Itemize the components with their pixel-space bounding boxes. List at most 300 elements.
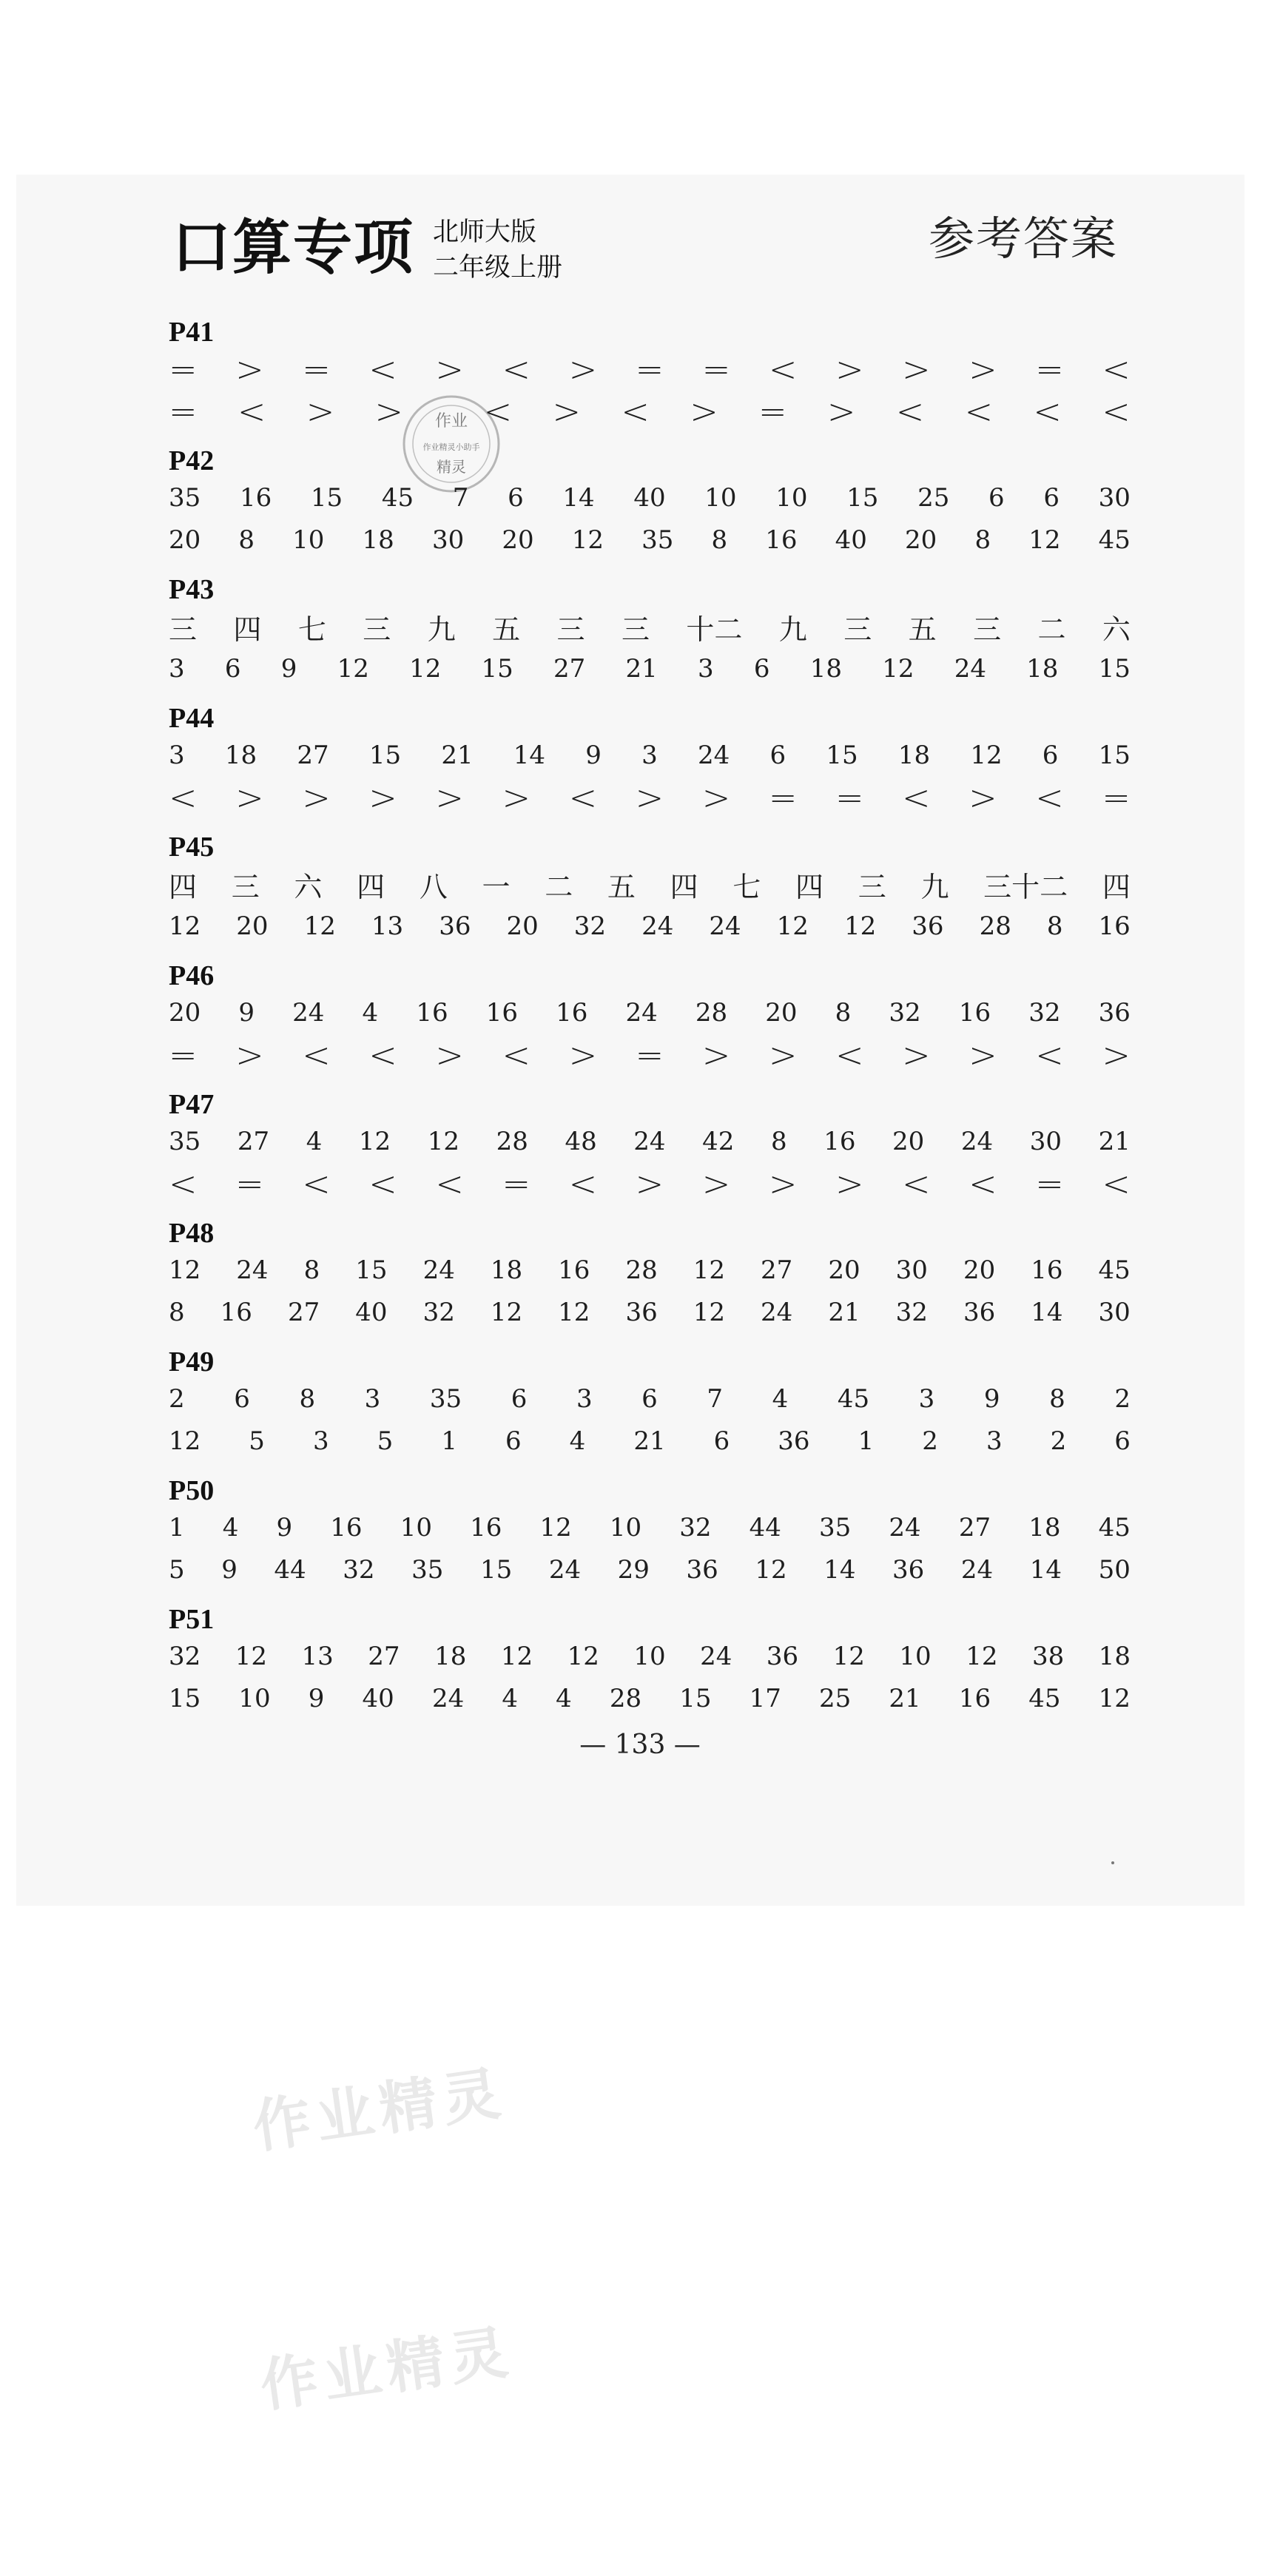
answer-cell: 10 <box>633 1642 666 1671</box>
answer-cell: 36 <box>439 911 471 941</box>
answer-cell: 30 <box>1098 1298 1131 1327</box>
answer-cell: 8 <box>711 525 728 555</box>
answer-cell: 五 <box>607 870 636 903</box>
answer-cell: 8 <box>770 1127 787 1156</box>
answer-cell: > <box>701 778 731 817</box>
answer-cell: 12 <box>1028 525 1061 555</box>
answer-cell: 48 <box>565 1127 597 1156</box>
answer-cell: 3 <box>169 654 185 684</box>
answer-cell: 21 <box>625 654 658 684</box>
answer-cell: 12 <box>843 911 877 941</box>
answer-cell: 24 <box>236 1255 269 1285</box>
answer-cell: 十二 <box>686 613 743 646</box>
answer-cell: 16 <box>220 1298 252 1327</box>
answer-cell: 21 <box>441 741 474 770</box>
answer-cell: 20 <box>963 1255 996 1285</box>
answer-cell: 九 <box>920 870 949 903</box>
answer-cell: 6 <box>234 1384 250 1414</box>
answer-cell: 30 <box>1029 1127 1062 1156</box>
answer-cell: 16 <box>1098 911 1131 941</box>
answer-cell: < <box>1035 1035 1064 1075</box>
watermark-upper: 作业精灵 <box>249 2060 511 2162</box>
page-title: 参考答案 <box>929 212 1119 266</box>
answer-row <box>169 479 1131 516</box>
answer-cell: 4 <box>556 1684 572 1713</box>
answer-cell: 32 <box>895 1298 928 1327</box>
answer-cell: > <box>435 1035 464 1075</box>
answer-cell: > <box>690 391 718 431</box>
answer-cell: 2 <box>1114 1384 1131 1414</box>
answer-cell: 35 <box>169 483 201 513</box>
answer-cell: 30 <box>895 1255 928 1285</box>
answer-cell: 24 <box>633 1127 666 1156</box>
answer-cell: 28 <box>695 998 728 1028</box>
answer-cell: 12 <box>169 1426 201 1456</box>
answer-cell: 12 <box>567 1642 599 1671</box>
answer-cell: 18 <box>434 1642 467 1671</box>
answer-cell: > <box>568 1035 598 1075</box>
answer-cell: 7 <box>452 483 469 513</box>
answer-cell: 24 <box>431 1684 465 1713</box>
answer-cell: 15 <box>826 741 858 770</box>
answer-cell: 三 <box>621 613 650 646</box>
answer-cell: 3 <box>169 741 185 770</box>
answer-cell: 四 <box>670 870 698 903</box>
answer-cell: < <box>483 391 513 431</box>
answer-cell: 12 <box>693 1255 726 1285</box>
answer-cell: 24 <box>641 911 674 941</box>
answer-cell: 12 <box>500 1642 533 1671</box>
section-label: P50 <box>169 1475 215 1506</box>
answer-cell: 24 <box>292 998 325 1028</box>
answer-cell: 8 <box>169 1298 185 1327</box>
answer-cell: 21 <box>1098 1127 1131 1156</box>
answer-cell: 36 <box>963 1298 996 1327</box>
answer-cell: > <box>306 391 335 431</box>
answer-cell: 8 <box>1049 1384 1065 1414</box>
answer-row <box>169 1509 1131 1546</box>
answer-cell: 21 <box>889 1684 921 1713</box>
answer-cell: 28 <box>625 1255 658 1285</box>
answer-cell: 40 <box>355 1298 388 1327</box>
answer-cell: > <box>435 778 464 817</box>
answer-cell: 一 <box>482 870 511 903</box>
answer-cell: 15 <box>368 741 402 770</box>
answer-cell: < <box>768 349 798 389</box>
answer-cell: 35 <box>429 1384 462 1414</box>
answer-cell: 12 <box>966 1642 998 1671</box>
answer-cell: > <box>502 778 531 817</box>
answer-cell: 10 <box>609 1513 642 1542</box>
answer-cell: 16 <box>239 483 272 513</box>
answer-cell: 14 <box>1029 1555 1062 1585</box>
answer-cell: = <box>1035 349 1064 389</box>
answer-row <box>169 522 1131 559</box>
answer-cell: 32 <box>169 1642 201 1671</box>
answer-row <box>169 351 1131 388</box>
answer-cell: 3 <box>364 1384 381 1414</box>
answer-cell: 12 <box>539 1513 572 1542</box>
answer-cell: 15 <box>679 1684 712 1713</box>
answer-cell: 20 <box>828 1255 860 1285</box>
answer-cell: 15 <box>310 483 343 513</box>
answer-cell: < <box>368 1164 397 1204</box>
answer-cell: 4 <box>222 1513 239 1542</box>
answer-cell: > <box>826 391 856 431</box>
answer-cell: 8 <box>1046 911 1063 941</box>
answer-cell: 9 <box>276 1513 293 1542</box>
answer-cell: 24 <box>625 998 658 1028</box>
answer-cell: 24 <box>954 654 986 684</box>
answer-cell: 9 <box>280 654 297 684</box>
answer-cell: 20 <box>506 911 539 941</box>
answer-cell: 18 <box>362 525 394 555</box>
answer-cell: 12 <box>490 1298 523 1327</box>
answer-cell: 20 <box>892 1127 925 1156</box>
answer-cell: 18 <box>1098 1642 1131 1671</box>
answer-cell: 4 <box>306 1127 323 1156</box>
answer-cell: 10 <box>775 483 808 513</box>
answer-cell: 六 <box>1102 613 1131 646</box>
answer-cell: > <box>235 1035 264 1075</box>
answer-cell: 36 <box>912 911 944 941</box>
answer-cell: 24 <box>700 1642 732 1671</box>
answer-cell: 45 <box>1098 1513 1131 1542</box>
answer-cell: > <box>552 391 582 431</box>
answer-cell: 8 <box>299 1384 316 1414</box>
answer-cell: 16 <box>958 1684 991 1713</box>
answer-cell: 6 <box>1042 741 1059 770</box>
answer-row <box>169 866 1131 903</box>
answer-cell: 25 <box>819 1684 852 1713</box>
answer-cell: 36 <box>625 1298 658 1327</box>
answer-cell: 36 <box>778 1426 810 1456</box>
answer-cell: 25 <box>917 483 950 513</box>
answer-cell: 13 <box>301 1642 334 1671</box>
answer-cell: 6 <box>1043 483 1060 513</box>
answer-cell: 40 <box>633 483 666 513</box>
answer-cell: 12 <box>303 911 336 941</box>
answer-cell: 三 <box>231 870 260 903</box>
answer-cell: 10 <box>238 1684 271 1713</box>
answer-cell: 二 <box>1037 613 1066 646</box>
answer-cell: > <box>902 1035 931 1075</box>
answer-cell: 3 <box>641 741 658 770</box>
answer-row <box>169 908 1131 945</box>
answer-cell: = <box>302 349 331 389</box>
answer-cell: < <box>1102 391 1131 431</box>
answer-cell: 32 <box>889 998 921 1028</box>
answer-cell: 八 <box>419 870 448 903</box>
answer-cell: > <box>635 778 664 817</box>
answer-cell: 4 <box>569 1426 586 1456</box>
answer-cell: 4 <box>362 998 379 1028</box>
answer-cell: 15 <box>479 1555 513 1585</box>
answer-cell: 8 <box>835 998 852 1028</box>
answer-row <box>169 393 1131 430</box>
answer-cell: 三十二 <box>983 870 1068 903</box>
answer-cell: 21 <box>828 1298 860 1327</box>
answer-cell: 6 <box>508 483 524 513</box>
answer-cell: 7 <box>707 1384 724 1414</box>
answer-cell: 24 <box>709 911 741 941</box>
answer-cell: 3 <box>918 1384 935 1414</box>
answer-cell: 9 <box>585 741 602 770</box>
answer-cell: 9 <box>221 1555 238 1585</box>
answer-cell: 10 <box>292 525 325 555</box>
answer-cell: 4 <box>772 1384 789 1414</box>
answer-cell: 四 <box>357 870 385 903</box>
answer-cell: 14 <box>1031 1298 1063 1327</box>
answer-cell: 20 <box>169 525 201 555</box>
answer-cell: 21 <box>633 1426 666 1456</box>
answer-cell: = <box>768 778 798 817</box>
answer-cell: 12 <box>776 911 809 941</box>
answer-row <box>169 1252 1131 1289</box>
answer-cell: 9 <box>308 1684 325 1713</box>
answer-cell: 3 <box>576 1384 593 1414</box>
answer-cell: < <box>169 778 198 817</box>
answer-row <box>169 1165 1131 1202</box>
answer-cell: 九 <box>778 613 807 646</box>
answer-cell: 18 <box>809 654 842 684</box>
answer-cell: 27 <box>958 1513 991 1542</box>
answer-cell: 12 <box>571 525 604 555</box>
answer-cell: 12 <box>832 1642 865 1671</box>
answer-cell: 16 <box>1031 1255 1063 1285</box>
answer-row <box>169 1294 1131 1331</box>
answer-cell: 5 <box>169 1555 185 1585</box>
answer-cell: 15 <box>481 654 513 684</box>
answer-cell: 16 <box>330 1513 363 1542</box>
answer-cell: 12 <box>337 654 369 684</box>
answer-cell: 七 <box>732 870 761 903</box>
answer-cell: < <box>895 391 925 431</box>
answer-cell: 3 <box>986 1426 1003 1456</box>
answer-cell: 6 <box>511 1384 528 1414</box>
answer-cell: 18 <box>490 1255 523 1285</box>
answer-cell: 12 <box>693 1298 726 1327</box>
answer-cell: < <box>169 1164 198 1204</box>
answer-cell: < <box>302 1164 331 1204</box>
answer-cell: 6 <box>505 1426 522 1456</box>
scan-speck <box>1111 1861 1114 1864</box>
answer-cell: = <box>758 391 787 431</box>
answer-cell: 七 <box>297 613 326 646</box>
answer-cell: > <box>969 778 997 817</box>
answer-cell: 三 <box>169 613 198 646</box>
answer-cell: 20 <box>765 998 798 1028</box>
answer-cell: 13 <box>371 911 404 941</box>
answer-cell: 40 <box>362 1684 394 1713</box>
answer-cell: > <box>235 349 264 389</box>
answer-cell: 6 <box>641 1384 658 1414</box>
answer-cell: 15 <box>169 1684 201 1713</box>
answer-cell: 44 <box>749 1513 781 1542</box>
section-label: P44 <box>169 703 215 734</box>
answer-cell: 45 <box>381 483 414 513</box>
answer-cell: 2 <box>1050 1426 1067 1456</box>
answer-cell: 四 <box>169 870 198 903</box>
answer-cell: 8 <box>303 1255 320 1285</box>
answer-cell: 35 <box>819 1513 852 1542</box>
answer-cell: 6 <box>1114 1426 1131 1456</box>
answer-cell: 45 <box>837 1384 870 1414</box>
answer-cell: 16 <box>765 525 798 555</box>
section-label: P49 <box>169 1346 215 1378</box>
answer-cell: 16 <box>470 1513 502 1542</box>
answer-cell: 27 <box>237 1127 270 1156</box>
answer-cell: 12 <box>970 741 1003 770</box>
section-label: P47 <box>169 1089 215 1120</box>
answer-cell: < <box>502 349 531 389</box>
answer-cell: < <box>568 1164 598 1204</box>
answer-cell: < <box>502 1035 531 1075</box>
answer-cell: < <box>1035 778 1064 817</box>
answer-cell: 44 <box>274 1555 306 1585</box>
answer-cell: > <box>835 1164 864 1204</box>
answer-cell: 28 <box>496 1127 528 1156</box>
answer-cell: 四 <box>233 613 262 646</box>
answer-cell: 27 <box>297 741 329 770</box>
edition-publisher: 北师大版 <box>433 218 537 247</box>
answer-cell: 28 <box>609 1684 642 1713</box>
answer-cell: > <box>701 1164 731 1204</box>
answer-cell: 36 <box>892 1555 925 1585</box>
answer-cell: 15 <box>1098 741 1131 770</box>
answer-cell: < <box>969 1164 997 1204</box>
answer-cell: 6 <box>769 741 786 770</box>
answer-cell: 16 <box>416 998 448 1028</box>
answer-cell: 45 <box>1028 1684 1061 1713</box>
answer-cell: > <box>302 778 331 817</box>
answer-cell: 24 <box>761 1298 793 1327</box>
answer-cell: < <box>902 1164 931 1204</box>
answer-cell: 六 <box>294 870 323 903</box>
answer-cell: > <box>235 778 264 817</box>
answer-cell: > <box>435 349 464 389</box>
answer-cell: 32 <box>343 1555 375 1585</box>
answer-cell: = <box>701 349 731 389</box>
brand-title: 口算专项 <box>172 213 414 282</box>
answer-cell: 27 <box>761 1255 793 1285</box>
answer-row <box>169 1380 1131 1417</box>
answer-cell: 29 <box>617 1555 650 1585</box>
answer-cell: 四 <box>1102 870 1131 903</box>
stamp-text-bottom: 精灵 <box>437 458 466 476</box>
answer-cell: 6 <box>224 654 241 684</box>
answer-cell: < <box>302 1035 331 1075</box>
answer-cell: 14 <box>823 1555 856 1585</box>
answer-cell: 32 <box>1028 998 1061 1028</box>
answer-cell: 14 <box>513 741 546 770</box>
answer-cell: = <box>1035 1164 1064 1204</box>
answer-row <box>169 1551 1131 1588</box>
answer-cell: < <box>1033 391 1062 431</box>
answer-cell: 16 <box>958 998 991 1028</box>
answer-cell: 三 <box>973 613 1002 646</box>
answer-cell: 15 <box>1098 654 1131 684</box>
answer-cell: 三 <box>363 613 391 646</box>
answer-row <box>169 1423 1131 1460</box>
answer-cell: 32 <box>422 1298 455 1327</box>
answer-cell: 二 <box>545 870 573 903</box>
answer-cell: 20 <box>169 998 201 1028</box>
answer-cell: 三 <box>858 870 886 903</box>
answer-cell: 14 <box>562 483 595 513</box>
answer-cell: 35 <box>641 525 674 555</box>
stamp-text-middle: 作业精灵小助手 <box>422 442 480 452</box>
answer-row <box>169 608 1131 645</box>
answer-row <box>169 779 1131 816</box>
answer-cell: > <box>969 349 997 389</box>
watermark-lower: 作业精灵 <box>256 2319 518 2421</box>
answer-cell: 12 <box>358 1127 391 1156</box>
answer-cell: 24 <box>960 1127 994 1156</box>
answer-cell: 24 <box>960 1555 994 1585</box>
answer-cell: < <box>835 1035 864 1075</box>
answer-cell: 17 <box>749 1684 781 1713</box>
answer-cell: 24 <box>698 741 730 770</box>
answer-cell: 27 <box>287 1298 320 1327</box>
answer-cell: 20 <box>236 911 269 941</box>
answer-cell: 35 <box>169 1127 201 1156</box>
answer-cell: 30 <box>1098 483 1131 513</box>
answer-cell: 12 <box>427 1127 460 1156</box>
answer-row <box>169 994 1131 1031</box>
answer-cell: 九 <box>427 613 456 646</box>
answer-cell: 18 <box>897 741 931 770</box>
answer-cell: 15 <box>846 483 879 513</box>
answer-cell: 3 <box>698 654 714 684</box>
answer-cell: 20 <box>502 525 534 555</box>
answer-cell: < <box>568 778 598 817</box>
answer-cell: > <box>835 349 864 389</box>
answer-cell: 9 <box>983 1384 1000 1414</box>
answer-row <box>169 737 1131 774</box>
answer-cell: = <box>502 1164 531 1204</box>
answer-cell: 12 <box>1098 1684 1131 1713</box>
answer-cell: 2 <box>169 1384 185 1414</box>
answer-cell: 12 <box>169 1255 201 1285</box>
answer-cell: 27 <box>553 654 586 684</box>
answer-cell: 五 <box>492 613 521 646</box>
answer-cell: = <box>169 391 198 431</box>
answer-cell: 6 <box>713 1426 730 1456</box>
answer-cell: 10 <box>704 483 737 513</box>
answer-cell: > <box>1102 1035 1131 1075</box>
page-number: — 133 — <box>579 1730 701 1760</box>
answer-cell: = <box>1102 778 1131 817</box>
answer-cell: 8 <box>238 525 255 555</box>
answer-cell: 28 <box>979 911 1011 941</box>
answer-cell: 36 <box>1098 998 1131 1028</box>
answer-row <box>169 1680 1131 1717</box>
section-label: P51 <box>169 1604 215 1635</box>
answer-cell: 30 <box>431 525 465 555</box>
answer-cell: 5 <box>377 1426 394 1456</box>
answer-cell: 16 <box>485 998 518 1028</box>
answer-cell: > <box>969 1035 997 1075</box>
answer-cell: 10 <box>899 1642 932 1671</box>
answer-cell: 42 <box>702 1127 735 1156</box>
answer-cell: 6 <box>753 654 770 684</box>
section-label: P45 <box>169 832 215 863</box>
answer-cell: 12 <box>882 654 914 684</box>
answer-cell: 10 <box>400 1513 432 1542</box>
answer-cell: 五 <box>908 613 937 646</box>
answer-cell: > <box>902 349 931 389</box>
